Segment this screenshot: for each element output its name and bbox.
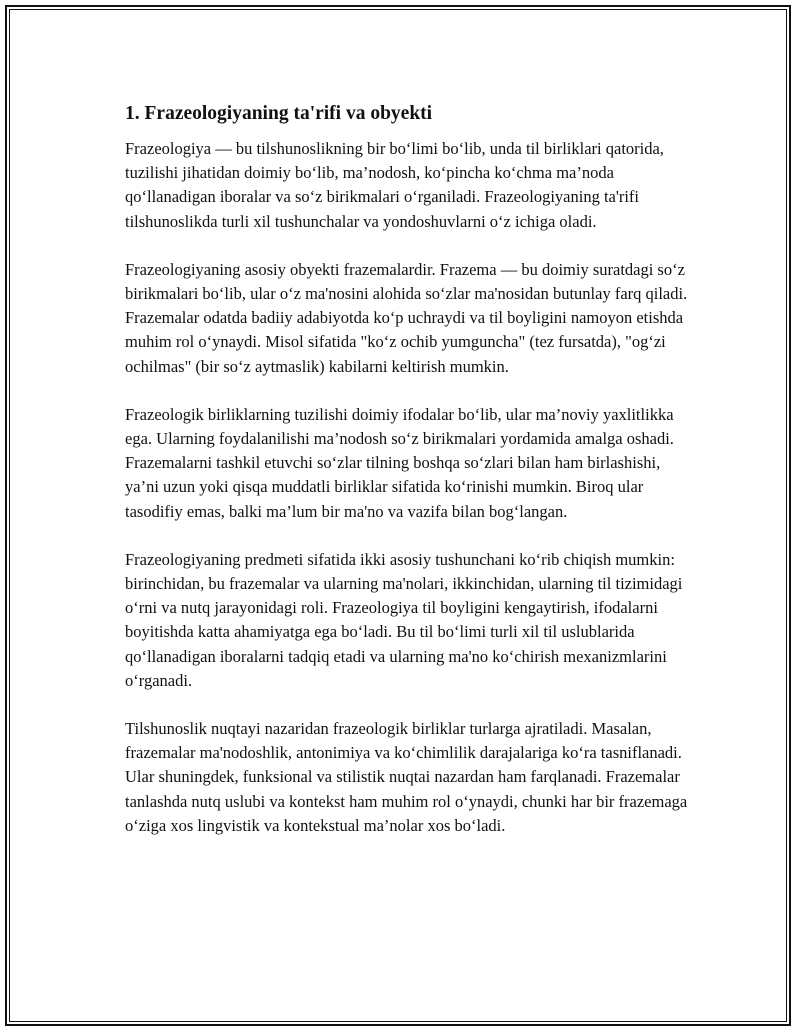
- paragraph-classification: Tilshunoslik nuqtayi nazaridan frazeologik birliklar turlarga ajratiladi. Masalan, frazemalar ma'nodoshlik, antonimiya va ko‘chimlilik darajalariga ko‘ra tasniflanadi. Ular shuningdek, funksional va stilistik nuqtai nazardan ham farqlanadi. Frazemalar tanlashda nutq uslubi va kontekst ham muhim rol o‘ynaydi, chunki har bir frazemaga o‘ziga xos lingvistik va kontekstual ma’nolar xos bo‘ladi.: [125, 719, 688, 835]
- document-content: [125, 102, 695, 838]
- section-title: 1. Frazeologiyaning ta'rifi va obyekti: [125, 103, 433, 124]
- paragraph-structure: Frazeologik birliklarning tuzilishi doimiy ifodalar bo‘lib, ular ma’noviy yaxlitlikka ega. Ularning foydalanilishi ma’nodosh so‘z birikmalari yordamida amalga oshadi. Frazemalarni tashkil etuvchi so‘zlar tilning boshqa so‘zlari bilan ham birlashishi, ya’ni uzun yoki qisqa muddatli birliklar sifatida ko‘rinishi mumkin. Biroq ular tasodifiy emas, balki ma’lum bir ma'no va vazifa bilan bog‘langan.: [125, 404, 674, 521]
- page-frame: [5, 5, 791, 1026]
- paragraph-object: Frazeologiyaning asosiy obyekti frazemalardir. Frazema — bu doimiy suratdagi so‘z birikmalari bo‘lib, ular o‘z ma'nosini alohida so‘zlar ma'nosidan butunlay farq qiladi. Frazemalar odatda badiiy adabiyotda ko‘p uchraydi va til boyligini namoyon etishda muhim rol o‘ynaydi. Misol sifatida "ko‘z ochib yumguncha" (tez fursatda), "og‘zi ochilmas" (bir so‘z aytmaslik) kabilarni keltirish mumkin.: [125, 259, 688, 376]
- paragraph-definition: Frazeologiya — bu tilshunoslikning bir bo‘limi bo‘lib, unda til birliklari qatorida, tuzilishi jihatidan doimiy bo‘lib, ma’nodosh, ko‘pincha ko‘chma ma’noda qo‘llanadigan iboralar va so‘z birikmalari o‘rganiladi. Frazeologiyaning ta'rifi tilshunoslikda turli xil tushunchalar va yondoshuvlarni o‘z ichiga oladi.: [125, 139, 664, 231]
- paragraph-subject: Frazeologiyaning predmeti sifatida ikki asosiy tushunchani ko‘rib chiqish mumkin: birinchidan, bu frazemalar va ularning ma'nolari, ikkinchidan, ularning til tizimidagi o‘rni va nutq jarayonidagi roli. Frazeologiya til boyligini kengaytirish, ifodalarni boyitishda katta ahamiyatga ega bo‘ladi. Bu til bo‘limi turli xil til uslublarida qo‘llanadigan iboralarni tadqiq etadi va ularning ma'no ko‘chirish mexanizmlarini o‘rganadi.: [125, 549, 683, 690]
